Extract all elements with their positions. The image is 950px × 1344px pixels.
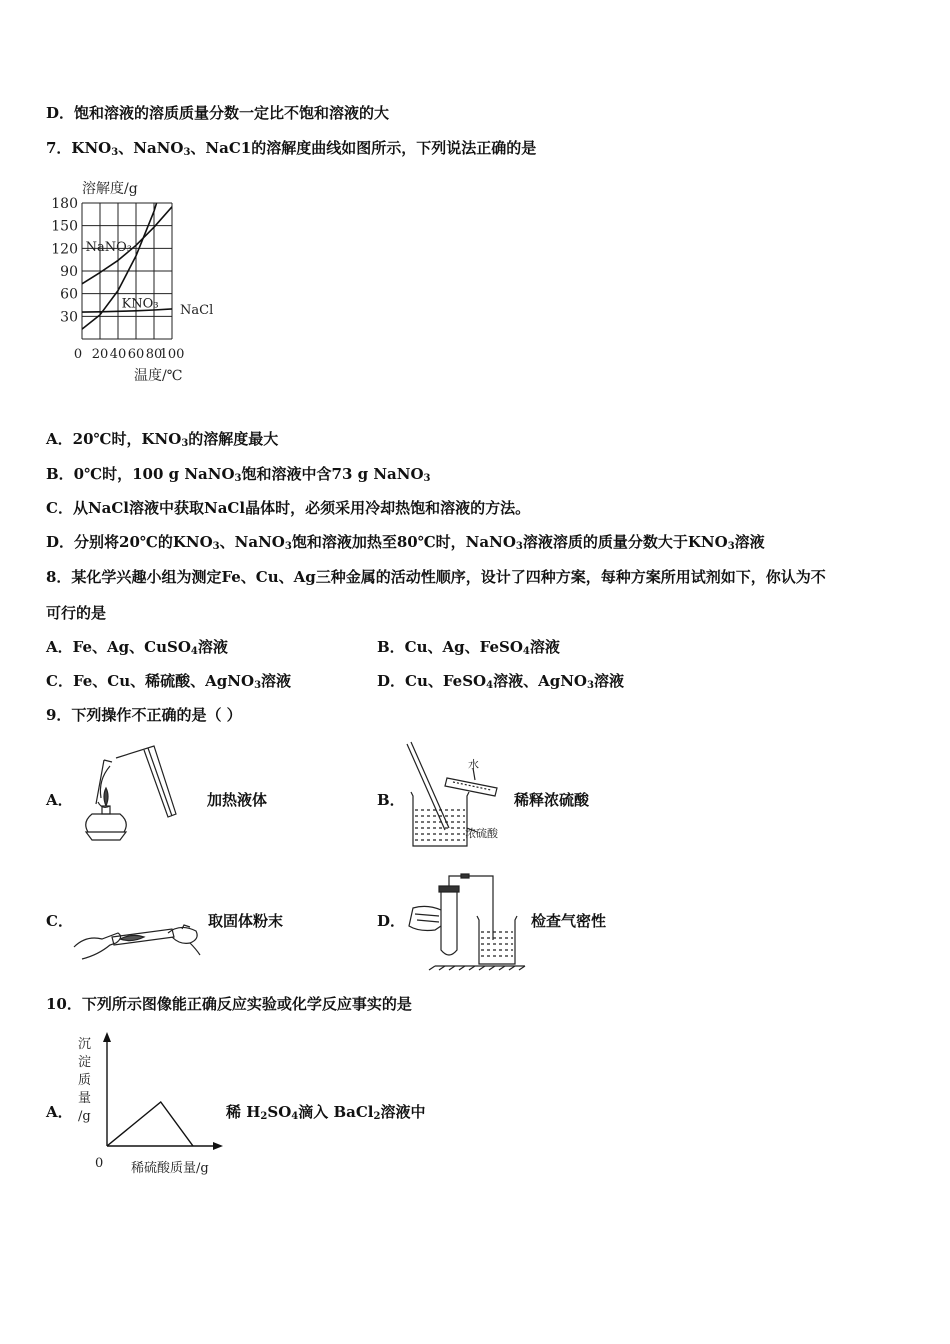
- q8-stem-line2: 可行的是: [46, 604, 107, 622]
- q9-d-text: 检查气密性: [531, 912, 607, 930]
- q6-option-d: D．饱和溶液的溶质质量分数一定比不饱和溶液的大: [46, 104, 390, 122]
- y-tick-label: 30: [60, 309, 78, 326]
- label-kno3: KNO₃: [121, 296, 159, 312]
- x-tick-label: 60: [127, 347, 145, 362]
- label-nacl: NaCl: [180, 302, 214, 318]
- label-nano3: NaNO₃: [85, 240, 132, 256]
- q7-option-b: B．0℃时，100 g NaNO$_3$饱和溶液中含73 g NaNO$_3$: [46, 465, 431, 484]
- q7-option-a: A．20℃时，$KNO_3$的溶解度最大: [46, 430, 279, 449]
- precipitate-line: [107, 1102, 193, 1146]
- q9-b-letter: B．: [377, 791, 405, 809]
- svg-text:水: 水: [468, 758, 479, 771]
- heating-liquid-illustration: [76, 740, 186, 850]
- q8-option-d: D．Cu、FeSO$_4$溶液、AgNO$_3$溶液: [377, 672, 624, 691]
- q9-d-letter: D．: [377, 912, 406, 930]
- solubility-chart: [44, 175, 244, 385]
- y-axis-arrow: [103, 1032, 111, 1042]
- q9-a-text: 加热液体: [207, 791, 268, 809]
- y-tick-label: 150: [51, 218, 78, 235]
- y-tick-label: 180: [51, 196, 78, 212]
- precipitate-chart: [72, 1030, 242, 1180]
- q9-a-letter: A．: [46, 791, 73, 809]
- svg-text:浓硫酸: 浓硫酸: [465, 827, 498, 840]
- y-tick-label: 90: [60, 264, 78, 280]
- q8-option-c: C．Fe、Cu、稀硫酸、AgNO$_3$溶液: [46, 672, 292, 691]
- taking-powder-illustration: [72, 915, 202, 965]
- y-axis-label-char: 量: [78, 1091, 92, 1106]
- airtightness-check-illustration: [405, 870, 525, 970]
- y-axis-label-char: /g: [78, 1109, 91, 1124]
- q7-option-d: D．分别将20℃的$KNO_3$、NaNO$_3$饱和溶液加热至80℃时，NaNO$_3$溶液溶质的质量分数大于$KNO_3$溶液: [46, 533, 765, 552]
- q9-c-text: 取固体粉末: [208, 912, 284, 930]
- q7-stem: 7．$KNO_3$、NaNO$_3$、NaC1的溶解度曲线如图所示，下列说法正确的是: [46, 139, 537, 158]
- x-axis-label: 稀硫酸质量/g: [131, 1161, 209, 1176]
- q10-a-letter: A．: [46, 1103, 73, 1121]
- y-axis-label: 溶解度/g: [82, 181, 138, 197]
- x-axis-label: 温度/℃: [134, 368, 183, 384]
- y-axis-label-char: 沉: [78, 1037, 92, 1052]
- origin-label: 0: [95, 1156, 104, 1171]
- diluting-acid-illustration: [405, 740, 515, 850]
- x-tick-label: 80: [145, 347, 163, 362]
- q10-a-text: 稀 $H_2SO_4$滴入 BaCl$_2$溶液中: [226, 1103, 426, 1122]
- y-axis-label-char: 淀: [78, 1055, 92, 1070]
- x-tick-label: 40: [109, 347, 127, 362]
- y-axis-label-char: 质: [78, 1073, 92, 1088]
- q9-c-letter: C．: [46, 912, 73, 930]
- q8-stem-line1: 8．某化学兴趣小组为测定Fe、Cu、Ag三种金属的活动性顺序，设计了四种方案，每种方案所用试剂如下，你认为不: [46, 568, 826, 586]
- q8-option-b: B．Cu、Ag、FeSO$_4$溶液: [377, 638, 560, 657]
- y-tick-label: 120: [51, 241, 78, 258]
- y-tick-label: 60: [60, 286, 78, 303]
- q9-b-text: 稀释浓硫酸: [514, 791, 590, 809]
- q8-option-a: A．Fe、Ag、CuSO$_4$溶液: [46, 638, 228, 657]
- x-axis-arrow: [213, 1142, 223, 1150]
- q9-stem: 9．下列操作不正确的是（ ）: [46, 706, 242, 724]
- x-tick-label: 100: [159, 347, 185, 362]
- x-tick-label: 0: [73, 347, 83, 362]
- q10-stem: 10．下列所示图像能正确反应实验或化学反应事实的是: [46, 995, 412, 1013]
- x-tick-label: 20: [91, 347, 109, 362]
- q7-option-c: C．从NaCl溶液中获取NaCl晶体时，必须采用冷却热饱和溶液的方法。: [46, 499, 531, 517]
